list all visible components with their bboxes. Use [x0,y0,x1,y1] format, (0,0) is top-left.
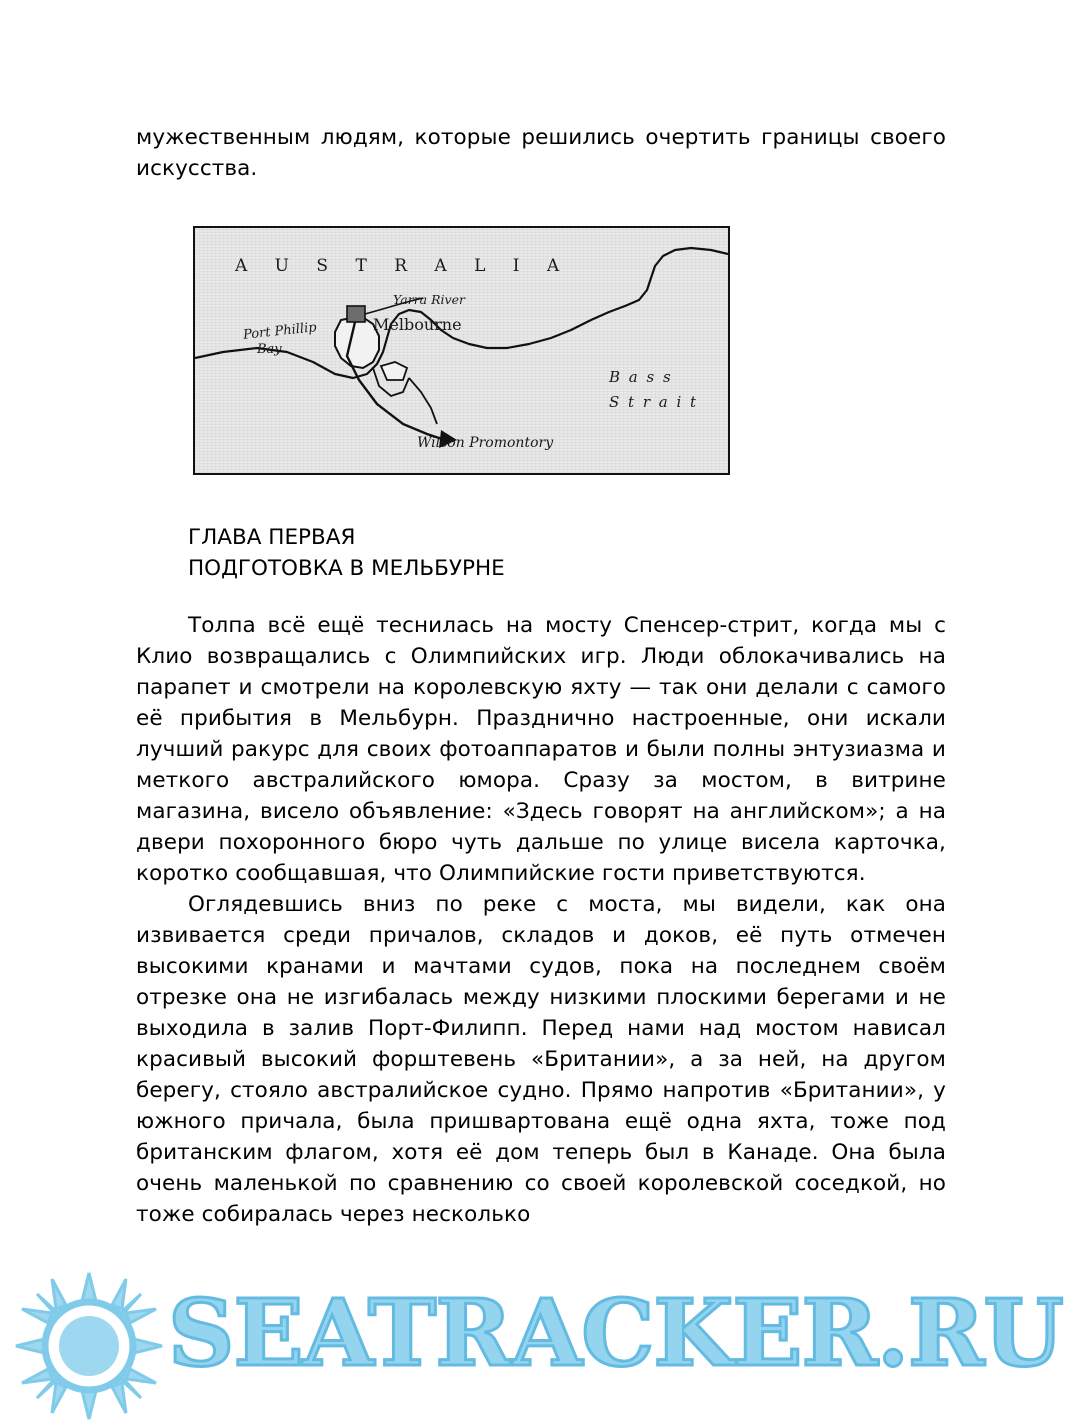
map-frame [193,226,730,475]
map-label-bass: B a s s [609,368,673,386]
paragraph-1: Толпа всё ещё теснилась на мосту Спенсер-стрит, когда мы с Клио возвращались с Олимпийских игр. Люди облокачивались на парапет и смотрели на королевскую яхту — так они делали с самого её прибытия в Мельбурн. Празднично настроенные, они искали лучший ракурс для своих фотоаппаратов и были полны энтузиазма и меткого австралийского юмора. Сразу за мостом, в витрине магазина, висело объявление: «Здесь говорят на английском»; а на двери похоронного бюро чуть дальше по улице висела карточка, коротко сообщавшая, что Олимпийские гости приветствуются. [136,613,946,886]
map-label-wilson-promontory: Wilson Promontory [417,435,554,451]
chapter-number: ГЛАВА ПЕРВАЯ [188,525,356,550]
body-paragraphs [136,610,946,1230]
map-figure [136,226,946,478]
map-label-strait: S t r a i t [609,393,699,411]
paragraph-continuation: мужественным людям, которые решились очертить границы своего искусства. [136,125,946,181]
map-label-melbourne: Melbourne [373,315,462,334]
chapter-heading [188,522,946,584]
map-label-port-phillip: Port Phillip [242,320,318,343]
map-label-yarra-river: Yarra River [393,292,465,307]
page-content [136,122,946,1230]
watermark [0,1265,1080,1425]
chapter-title: ПОДГОТОВКА В МЕЛЬБУРНЕ [188,556,505,581]
watermark-text: SEATRACKER.RU [168,1279,1063,1387]
map-label-australia: A U S T R A L I A [235,256,571,276]
map-label-bay: Bay [257,342,282,357]
sun-logo-icon [14,1271,164,1421]
paragraph-2: Оглядевшись вниз по реке с моста, мы видели, как она извивается среди причалов, складов и доков, её путь отмечен высокими кранами и мачтами судов, пока на последнем своём отрезке она не изгибалась между низкими плоскими берегами и не выходила в залив Порт-Филипп. Перед нами над мостом нависал красивый высокий форштевень «Британии», а за ней, на другом берегу, стояло австралийское судно. Прямо напротив «Британии», у южного причала, была пришвартована ещё одна яхта, тоже под британским флагом, хотя её дом теперь был в Канаде. Она была очень маленькой по сравнению со своей королевской соседкой, но тоже собиралась через несколько [136,892,946,1227]
